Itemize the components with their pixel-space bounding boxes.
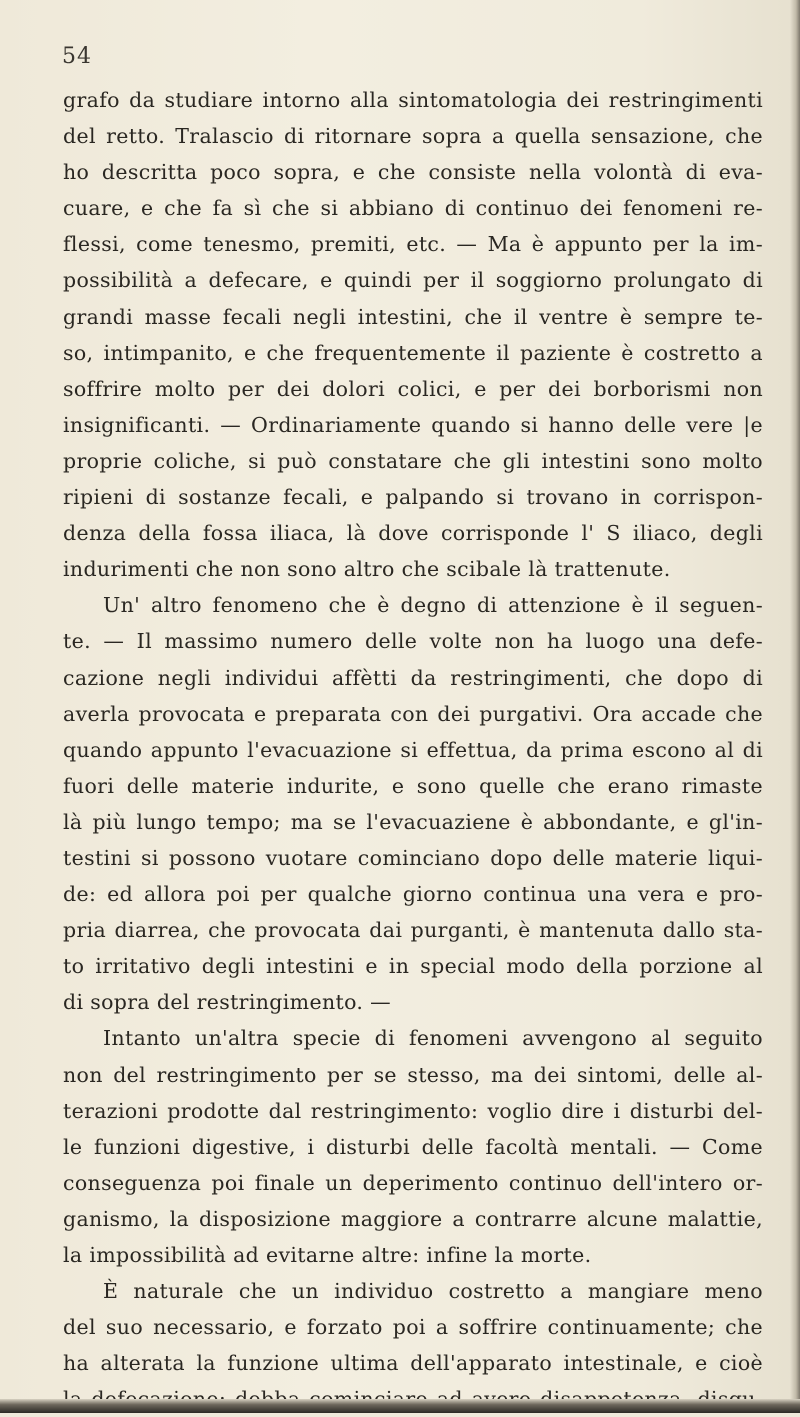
text-line: testini si possono vuotare cominciano dopo delle materie liqui-: [63, 845, 763, 870]
text-line: di sopra del restringimento. —: [63, 990, 391, 1015]
body-text: [63, 82, 763, 1417]
text-line: là più lungo tempo; ma se l'evacuaziene è abbondante, e gl'in-: [63, 809, 763, 834]
text-line: terazioni prodotte dal restringimento: voglio dire i disturbi del-: [63, 1098, 763, 1123]
text-line: non del restringimento per se stesso, ma dei sintomi, delle al-: [63, 1062, 763, 1087]
text-line: la impossibilità ad evitarne altre: infine la morte.: [63, 1243, 592, 1267]
page-number: 54: [62, 44, 92, 69]
scan-bottom-edge: [0, 1399, 800, 1413]
text-line: cazione negli individui affètti da restringimenti, che dopo di: [63, 665, 763, 690]
text-line: averla provocata e preparata con dei purgativi. Ora accade che: [63, 701, 763, 726]
text-line: conseguenza poi finale un deperimento continuo dell'intero or-: [63, 1170, 763, 1195]
text-line: cuare, e che fa sì che si abbiano di continuo dei fenomeni re-: [63, 196, 763, 221]
text-line: ho descritta poco sopra, e che consiste nella volontà di eva-: [63, 160, 763, 185]
text-line: flessi, come tenesmo, premiti, etc. — Ma è appunto per la im-: [63, 232, 763, 257]
text-line: denza della fossa iliaca, là dove corrisponde l' S iliaco, degli: [63, 521, 763, 546]
text-line: to irritativo degli intestini e in special modo della porzione al: [63, 954, 763, 979]
text-line: le funzioni digestive, i disturbi delle facoltà mentali. — Come: [63, 1134, 763, 1159]
text-line: de: ed allora poi per qualche giorno continua una vera e pro-: [63, 882, 763, 907]
text-line: pria diarrea, che provocata dai purganti, è mantenuta dallo sta-: [63, 918, 763, 943]
text-line: ganismo, la disposizione maggiore a contrarre alcune malattie,: [63, 1206, 763, 1231]
text-line: fuori delle materie indurite, e sono quelle che erano rimaste: [63, 773, 763, 798]
text-line: ripieni di sostanze fecali, e palpando si trovano in corrispon-: [63, 485, 763, 510]
text-line: insignificanti. — Ordinariamente quando si hanno delle vere |e: [63, 412, 763, 437]
text-line: del retto. Tralascio di ritornare sopra a quella sensazione, che: [63, 124, 763, 149]
text-line: quando appunto l'evacuazione si effettua, da prima escono al di: [63, 737, 763, 762]
text-line: possibilità a defecare, e quindi per il soggiorno prolungato di: [63, 268, 763, 293]
text-line: grafo da studiare intorno alla sintomatologia dei restringimenti: [63, 88, 763, 112]
text-line: grandi masse fecali negli intestini, che il ventre è sempre te-: [63, 304, 763, 329]
text-line: È naturale che un individuo costretto a mangiare meno: [103, 1279, 763, 1304]
text-line: ha alterata la funzione ultima dell'apparato intestinale, e cioè: [63, 1351, 763, 1376]
text-line: te. — Il massimo numero delle volte non ha luogo una defe-: [63, 629, 763, 654]
text-line: indurimenti che non sono altro che scibale là trattenute.: [63, 557, 671, 582]
text-line: proprie coliche, si può constatare che gli intestini sono molto: [63, 448, 763, 473]
text-line: so, intimpanito, e che frequentemente il paziente è costretto a: [63, 340, 763, 365]
text-line: del suo necessario, e forzato poi a soffrire continuamente; che: [63, 1315, 763, 1340]
text-line: Un' altro fenomeno che è degno di attenzione è il seguen-: [103, 593, 763, 618]
text-line: soffrire molto per dei dolori colici, e per dei borborismi non: [63, 376, 763, 401]
text-line: Intanto un'altra specie di fenomeni avvengono al seguito: [103, 1026, 763, 1051]
page-edge-shadow: [790, 0, 800, 1413]
